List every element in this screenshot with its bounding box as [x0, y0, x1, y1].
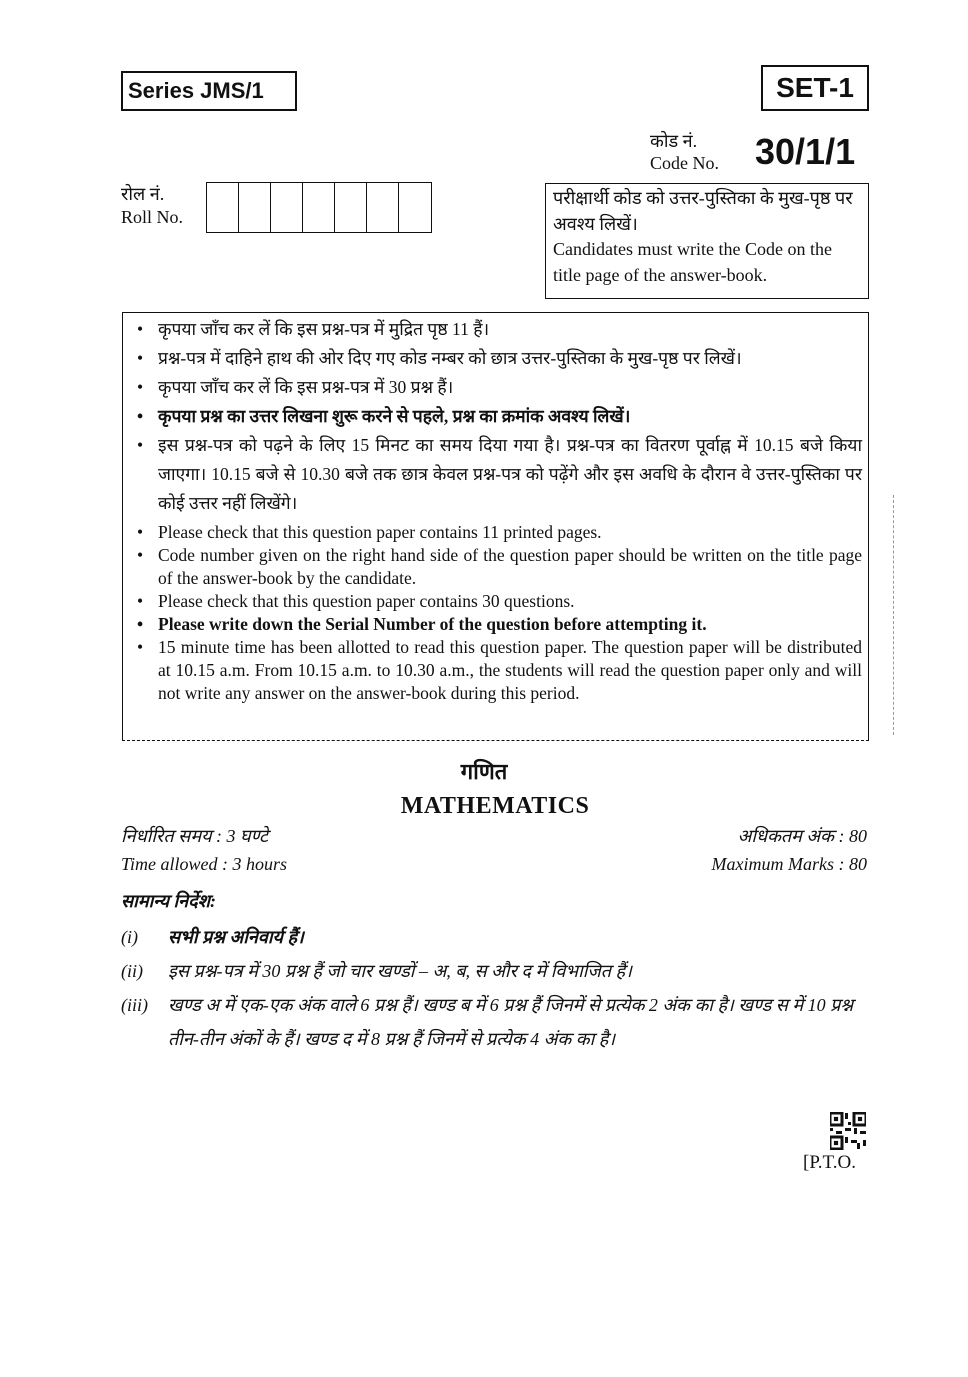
- time-allowed-english: Time allowed : 3 hours: [121, 854, 288, 874]
- roll-number-label: [121, 183, 183, 229]
- margin-divider: [893, 495, 894, 735]
- please-turn-over: [P.T.O.: [803, 1152, 856, 1173]
- code-label-english: Code No.: [650, 153, 719, 173]
- code-note-hindi: परीक्षार्थी कोड को उत्तर-पुस्तिका के मुख-पृष्ठ पर अवश्य लिखें।: [553, 188, 853, 234]
- roll-box[interactable]: [207, 183, 239, 232]
- instruction-item: • Please check that this question paper contains 30 questions.: [133, 590, 868, 613]
- general-instruction-item: [121, 920, 881, 954]
- maximum-marks-hindi: अधिकतम अंक : 80: [737, 826, 867, 846]
- general-instructions-list: [121, 920, 881, 1056]
- instruction-item: • Code number given on the right hand side of the question paper should be written on the title page of the answer-book by the candidate.: [133, 544, 868, 590]
- set-label: SET-1: [761, 65, 869, 111]
- instruction-item: • Please check that this question paper contains 11 printed pages.: [133, 521, 868, 544]
- instruction-item: • कृपया प्रश्न का उत्तर लिखना शुरू करने से पहले, प्रश्न का क्रमांक अवश्य लिखें।: [133, 402, 868, 431]
- maximum-marks: [712, 822, 867, 878]
- instruction-item: • इस प्रश्न-पत्र को पढ़ने के लिए 15 मिनट का समय दिया गया है। प्रश्न-पत्र का वितरण पूर्वाह्न में 10.15 बजे किया जाएगा। 10.15 बजे से 10.30 बजे तक छात्र केवल प्रश्न-पत्र को पढ़ेंगे और इस अवधि के दौरान वे उत्तर-पुस्तिका पर कोई उत्तर नहीं लिखेंगे।: [133, 431, 868, 518]
- roll-box[interactable]: [239, 183, 271, 232]
- general-instruction-item: [121, 954, 881, 988]
- code-number-label: [650, 130, 719, 174]
- roll-number-boxes: [206, 182, 432, 233]
- instructions-english: [133, 521, 868, 705]
- roll-box[interactable]: [367, 183, 399, 232]
- subject-title-hindi: गणित: [460, 759, 508, 784]
- roll-label-english: Roll No.: [121, 207, 184, 227]
- maximum-marks-english: Maximum Marks : 80: [711, 854, 867, 874]
- code-number-value: 30/1/1: [755, 131, 856, 172]
- code-label-hindi: कोड नं.: [650, 131, 698, 151]
- item-number: (ii): [121, 961, 143, 981]
- general-instructions-title: सामान्य निर्देश:: [121, 891, 216, 911]
- instruction-item: • 15 minute time has been allotted to read this question paper. The question paper will be distributed at 10.15 a.m. From 10.15 a.m. to 10.30 a.m., the students will read the question paper only and will not write any answer on the answer-book during this period.: [133, 636, 868, 705]
- roll-box[interactable]: [399, 183, 431, 232]
- roll-box[interactable]: [271, 183, 303, 232]
- qr-code-icon: [830, 1112, 866, 1150]
- code-note-english: Candidates must write the Code on the title page of the answer-book.: [553, 239, 832, 285]
- subject-title-english: MATHEMATICS: [400, 793, 590, 819]
- item-number: (i): [121, 927, 138, 947]
- roll-label-hindi: रोल नं.: [121, 184, 165, 204]
- general-instruction-item: [121, 988, 881, 1056]
- item-text: इस प्रश्न-पत्र में 30 प्रश्न हैं जो चार खण्डों – अ, ब, स और द में विभाजित हैं।: [168, 961, 632, 981]
- item-number: (iii): [121, 995, 148, 1015]
- instruction-item: • कृपया जाँच कर लें कि इस प्रश्न-पत्र में 30 प्रश्न हैं।: [133, 373, 868, 402]
- instruction-item: • प्रश्न-पत्र में दाहिने हाथ की ओर दिए गए कोड नम्बर को छात्र उत्तर-पुस्तिका के मुख-पृष्ठ पर लिखें।: [133, 344, 868, 373]
- instructions-box: [122, 312, 869, 741]
- series-label: Series JMS/1: [121, 71, 297, 111]
- instructions-hindi: [133, 315, 868, 518]
- roll-box[interactable]: [303, 183, 335, 232]
- time-allowed-hindi: निर्धारित समय : 3 घण्टे: [121, 826, 269, 846]
- instruction-item: • Please write down the Serial Number of the question before attempting it.: [133, 613, 868, 636]
- roll-box[interactable]: [335, 183, 367, 232]
- instruction-item: • कृपया जाँच कर लें कि इस प्रश्न-पत्र में मुद्रित पृष्ठ 11 हैं।: [133, 315, 868, 344]
- item-text: खण्ड अ में एक-एक अंक वाले 6 प्रश्न हैं। खण्ड ब में 6 प्रश्न हैं जिनमें से प्रत्येक 2 अंक का है। खण्ड स में 10 प्रश्न तीन-तीन अंकों के हैं। खण्ड द में 8 प्रश्न हैं जिनमें से प्रत्येक 4 अंक का है।: [168, 995, 854, 1049]
- code-instruction-box: [545, 183, 869, 299]
- time-allowed: [121, 822, 287, 878]
- item-text: सभी प्रश्न अनिवार्य हैं।: [168, 927, 304, 947]
